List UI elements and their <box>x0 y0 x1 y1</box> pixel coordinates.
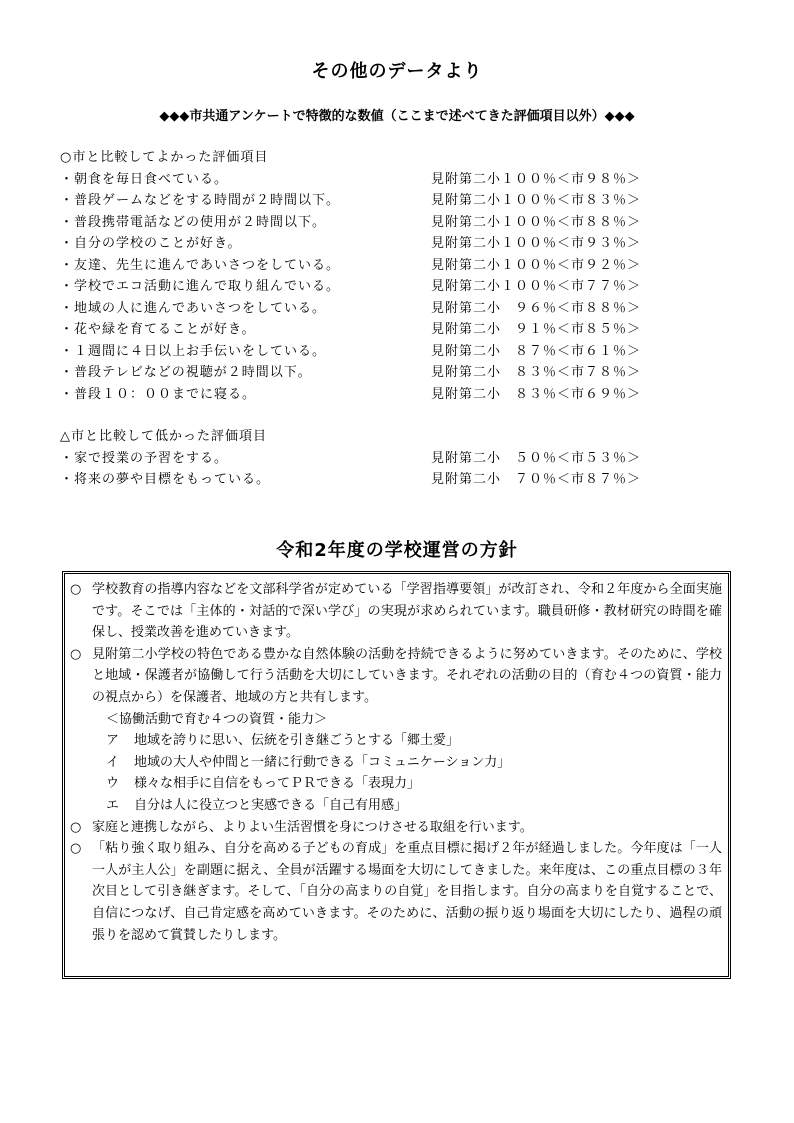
policy-box <box>62 571 731 979</box>
item-value: 見附第二小１００％＜市７７％＞ <box>431 279 642 294</box>
item-value: 見附第二小１００％＜市９８％＞ <box>431 171 642 187</box>
ability-item <box>70 773 722 795</box>
abilities-heading: ＜協働活動で育む４つの資質・能力＞ <box>106 711 328 727</box>
bullet-circle-icon: ○ <box>70 841 82 857</box>
ability-text: 地域を誇りに思い、伝統を引き継ごうとする「郷土愛」 <box>134 733 460 749</box>
better-items-heading: ○市と比較してよかった評価項目 <box>60 150 269 165</box>
list-item <box>60 319 740 341</box>
item-label: ・１週間に４日以上お手伝いをしている。 <box>60 343 327 359</box>
list-item <box>60 190 740 212</box>
item-value: 見附第二小 ７０％＜市８７％＞ <box>431 472 642 487</box>
policy-body <box>70 579 722 946</box>
policy-paragraph <box>70 817 722 839</box>
list-item <box>60 169 740 191</box>
item-label: ・普段１０：００までに寝る。 <box>60 386 257 402</box>
item-value: 見附第二小 ９１％＜市８５％＞ <box>431 322 642 337</box>
item-value: 見附第二小 ８７％＜市６１％＞ <box>431 343 642 359</box>
item-label: ・普段携帯電話などの使用が２時間以下。 <box>60 214 327 230</box>
ability-key: エ <box>106 797 120 813</box>
item-value: 見附第二小 ５０％＜市５３％＞ <box>431 450 642 466</box>
paragraph-text: 家庭と連携しながら、よりよい生活習慣を身につけさせる取組を行います。 <box>92 819 533 835</box>
paragraph-text: 「粘り強く取り組み、自分を高める子どもの育成」を重点目標に掲げ２年が経過しました。今年度は「一人一人が主人公」を副題に据え、全員が活躍する場面を大切にしてきました。来年度は、この重点目標の３年次目として引き継ぎます。そして、「自分の高まりの自覚」を目指します。自分の高まりを自覚することで、自信につなげ、自己肯定感を高めていきます。そのために、活動の振り返り場面を大切にしたり、過程の頑張りを認めて賞賛したりします。 <box>92 841 722 943</box>
survey-subtitle: ◆◆◆市共通アンケートで特徴的な数値（ここまで述べてきた評価項目以外）◆◆◆ <box>159 109 635 124</box>
list-item <box>60 276 740 298</box>
better-items-section <box>60 147 740 405</box>
item-value: 見附第二小 ９６％＜市８８％＞ <box>431 300 642 316</box>
item-label: ・家で授業の予習をする。 <box>60 450 229 466</box>
item-label: ・地域の人に進んであいさつをしている。 <box>60 300 327 316</box>
item-label: ・自分の学校のことが好き。 <box>60 236 242 251</box>
policy-paragraph <box>70 579 722 644</box>
item-value: 見附第二小１００％＜市９３％＞ <box>431 236 642 251</box>
item-value: 見附第二小 ８３％＜市６９％＞ <box>431 386 642 402</box>
list-item <box>60 384 740 406</box>
list-item <box>60 298 740 320</box>
paragraph-text: 見附第二小学校の特色である豊かな自然体験の活動を持続できるように努めていきます。そのために、学校と地域・保護者が協働して行う活動を大切にしていきます。それぞれの活動の目的（育む４つの資質・能力の視点から）を保護者、地域の方と共有します。 <box>92 646 722 705</box>
ability-key: ア <box>106 733 120 749</box>
item-label: ・普段ゲームなどをする時間が２時間以下。 <box>60 193 341 208</box>
ability-key: ウ <box>106 776 120 792</box>
lower-items-section <box>60 426 740 491</box>
bullet-circle-icon: ○ <box>70 819 82 835</box>
list-item <box>60 362 740 384</box>
policy-paragraph <box>70 644 722 709</box>
lower-items-heading: △市と比較して低かった評価項目 <box>60 429 267 444</box>
ability-item <box>70 795 722 817</box>
list-item <box>60 469 740 491</box>
item-label: ・普段テレビなどの視聴が２時間以下。 <box>60 365 312 380</box>
item-label: ・学校でエコ活動に進んで取り組んでいる。 <box>60 279 341 294</box>
item-value: 見附第二小１００％＜市９２％＞ <box>431 257 642 273</box>
list-item <box>60 212 740 234</box>
item-label: ・朝食を毎日食べている。 <box>60 171 229 187</box>
policy-title: 令和2年度の学校運営の方針 <box>276 540 518 561</box>
item-value: 見附第二小１００％＜市８８％＞ <box>431 214 642 230</box>
list-item <box>60 255 740 277</box>
paragraph-text: 学校教育の指導内容などを文部科学省が定めている「学習指導要領」が改訂され、令和２年度から全面実施です。そこでは「主体的・対話的で深い学び」の実現が求められています。職員研修・教材研究の時間を確保し、授業改善を進めていきます。 <box>92 582 722 641</box>
ability-text: 地域の大人や仲間と一緒に行動できる「コミュニケーション力」 <box>134 754 511 770</box>
item-value: 見附第二小１００％＜市８３％＞ <box>431 193 642 208</box>
list-item <box>60 341 740 363</box>
item-label: ・友達、先生に進んであいさつをしている。 <box>60 257 341 273</box>
ability-item <box>70 752 722 774</box>
ability-key: イ <box>106 754 120 770</box>
item-label: ・将来の夢や目標をもっている。 <box>60 472 271 487</box>
ability-text: 様々な相手に自信をもってＰＲできる「表現力」 <box>134 776 421 792</box>
lower-items-list <box>60 448 740 491</box>
list-item <box>60 233 740 255</box>
policy-paragraph <box>70 838 722 946</box>
bullet-circle-icon: ○ <box>70 646 82 662</box>
better-items-list <box>60 169 740 406</box>
bullet-circle-icon: ○ <box>70 582 82 597</box>
ability-item <box>70 730 722 752</box>
item-label: ・花や緑を育てることが好き。 <box>60 322 256 337</box>
list-item <box>60 448 740 470</box>
ability-text: 自分は人に役立つと実感できる「自己有用感」 <box>134 797 408 813</box>
page-title: その他のデータより <box>311 61 483 82</box>
item-value: 見附第二小 ８３％＜市７８％＞ <box>431 365 642 380</box>
